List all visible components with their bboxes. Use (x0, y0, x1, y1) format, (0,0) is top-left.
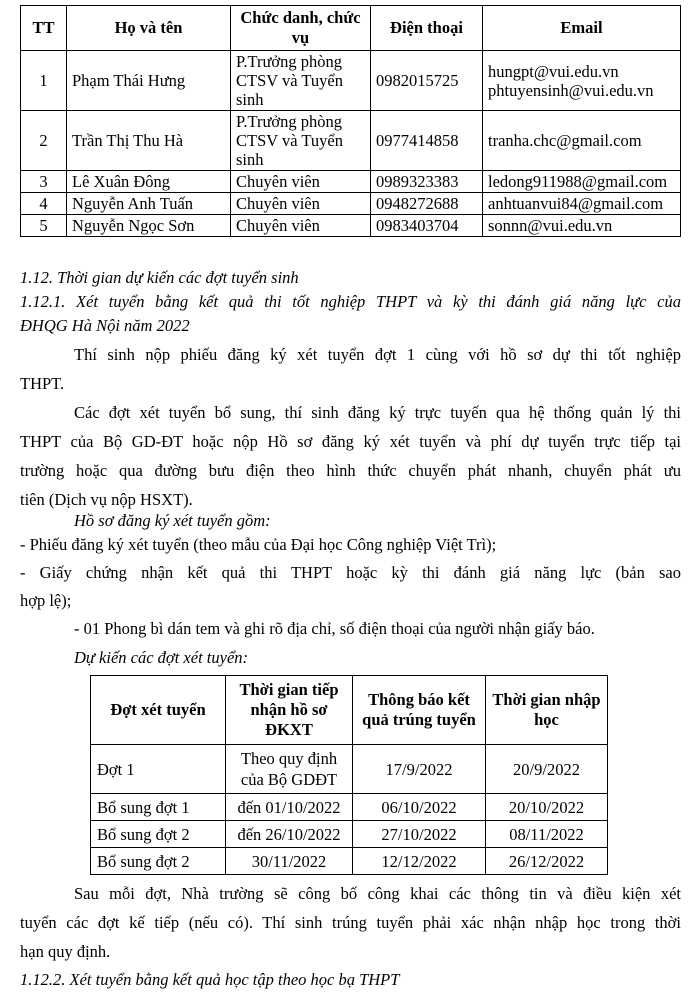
cell-round: Đợt 1 (91, 745, 226, 794)
table-row (21, 215, 681, 237)
cell-receive: Theo quy định của Bộ GDĐT (226, 745, 353, 794)
dossier-item: - 01 Phong bì dán tem và ghi rõ địa chỉ, số điện thoại của người nhận giấy báo. (74, 619, 595, 638)
cell-phone: 0983403704 (371, 215, 483, 237)
schedule-table (90, 675, 608, 875)
dossier-item: - Phiếu đăng ký xét tuyển (theo mẫu của Đại học Công nghiệp Việt Trì); (20, 535, 497, 554)
paragraph-line: trường hoặc qua đường bưu điện theo hình thức chuyển phát nhanh, chuyển phát ưu (20, 461, 681, 480)
contact-table (20, 5, 681, 237)
table-row (91, 821, 608, 848)
header-announce: Thông báo kết quả trúng tuyển (353, 676, 486, 745)
dossier-item-cont: hợp lệ); (20, 591, 72, 610)
dossier-item: - Giấy chứng nhận kết quả thi THPT hoặc kỳ thi đánh giá năng lực (bản sao (20, 563, 681, 582)
cell-round: Bổ sung đợt 1 (91, 794, 226, 821)
header-receive: Thời gian tiếp nhận hồ sơ ĐKXT (226, 676, 353, 745)
cell-announce: 17/9/2022 (353, 745, 486, 794)
cell-receive: 30/11/2022 (226, 848, 353, 875)
cell-phone: 0989323383 (371, 171, 483, 193)
cell-round: Bổ sung đợt 2 (91, 821, 226, 848)
cell-email (483, 215, 681, 237)
schedule-title: Dự kiến các đợt xét tuyển: (74, 648, 249, 667)
cell-enroll: 20/9/2022 (486, 745, 608, 794)
paragraph-line: tuyển các đợt kế tiếp (nếu có). Thí sinh trúng tuyển phải xác nhận nhập học trong thời (20, 913, 681, 932)
contact-header-row (21, 6, 681, 51)
cell-tt: 4 (21, 193, 67, 215)
cell-name: Nguyễn Ngọc Sơn (67, 215, 231, 237)
cell-phone: 0977414858 (371, 111, 483, 171)
table-row (91, 848, 608, 875)
cell-announce: 27/10/2022 (353, 821, 486, 848)
cell-enroll: 20/10/2022 (486, 794, 608, 821)
section-heading-1-12: 1.12. Thời gian dự kiến các đợt tuyển sinh (20, 268, 299, 287)
cell-tt: 3 (21, 171, 67, 193)
cell-phone: 0982015725 (371, 51, 483, 111)
cell-name: Lê Xuân Đông (67, 171, 231, 193)
cell-name: Phạm Thái Hưng (67, 51, 231, 111)
header-role: Chức danh, chức vụ (231, 6, 371, 51)
cell-email (483, 193, 681, 215)
paragraph-line: Các đợt xét tuyển bổ sung, thí sinh đăng ký trực tuyến qua hệ thống quản lý thi (74, 403, 681, 422)
cell-tt: 1 (21, 51, 67, 111)
email-link[interactable]: phtuyensinh@vui.edu.vn (488, 80, 654, 100)
paragraph-line: tiên (Dịch vụ nộp HSXT). (20, 490, 193, 509)
cell-role: P.Trưởng phòng CTSV và Tuyển sinh (231, 111, 371, 171)
cell-announce: 06/10/2022 (353, 794, 486, 821)
paragraph-line: Thí sinh nộp phiếu đăng ký xét tuyển đợt 1 cùng với hồ sơ dự thi tốt nghiệp (74, 345, 681, 364)
cell-email (483, 111, 681, 171)
header-round: Đợt xét tuyển (91, 676, 226, 745)
header-enroll: Thời gian nhập học (486, 676, 608, 745)
cell-receive: đến 01/10/2022 (226, 794, 353, 821)
cell-role: Chuyên viên (231, 215, 371, 237)
paragraph-line: THPT của Bộ GD-ĐT hoặc nộp Hồ sơ đăng ký xét tuyển và phí dự tuyển trực tiếp tại (20, 432, 681, 451)
cell-tt: 5 (21, 215, 67, 237)
cell-tt: 2 (21, 111, 67, 171)
table-row (91, 745, 608, 794)
header-phone: Điện thoại (371, 6, 483, 51)
cell-email (483, 51, 681, 111)
email-link[interactable]: ledong911988@gmail.com (488, 172, 668, 191)
cell-role: Chuyên viên (231, 193, 371, 215)
cell-enroll: 08/11/2022 (486, 821, 608, 848)
cell-announce: 12/12/2022 (353, 848, 486, 875)
email-link[interactable]: tranha.chc@gmail.com (488, 131, 642, 150)
table-row (21, 193, 681, 215)
cell-enroll: 26/12/2022 (486, 848, 608, 875)
header-name: Họ và tên (67, 6, 231, 51)
schedule-header-row (91, 676, 608, 745)
email-link[interactable]: hungpt@vui.edu.vn (488, 61, 619, 81)
table-row (21, 51, 681, 111)
paragraph-line: hạn quy định. (20, 942, 111, 961)
cell-name: Nguyễn Anh Tuấn (67, 193, 231, 215)
cell-role: P.Trưởng phòng CTSV và Tuyển sinh (231, 51, 371, 111)
cell-round: Bổ sung đợt 2 (91, 848, 226, 875)
header-email: Email (483, 6, 681, 51)
cell-role: Chuyên viên (231, 171, 371, 193)
email-link[interactable]: sonnn@vui.edu.vn (488, 216, 613, 235)
paragraph-line: THPT. (20, 374, 65, 393)
header-tt: TT (21, 6, 67, 51)
cell-name: Trần Thị Thu Hà (67, 111, 231, 171)
cell-phone: 0948272688 (371, 193, 483, 215)
email-link[interactable]: anhtuanvui84@gmail.com (488, 194, 664, 213)
paragraph-line: Sau mỗi đợt, Nhà trường sẽ công bố công khai các thông tin và điều kiện xét (74, 884, 681, 903)
cell-email (483, 171, 681, 193)
dossier-title: Hồ sơ đăng ký xét tuyển gồm: (74, 511, 271, 530)
table-row (21, 111, 681, 171)
section-heading-1-12-1: 1.12.1. Xét tuyển bằng kết quả thi tốt nghiệp THPT và kỳ thi đánh giá năng lực của (20, 292, 681, 311)
section-heading-1-12-1-cont: ĐHQG Hà Nội năm 2022 (20, 316, 190, 335)
table-row (91, 794, 608, 821)
cell-receive: đến 26/10/2022 (226, 821, 353, 848)
table-row (21, 171, 681, 193)
section-heading-1-12-2: 1.12.2. Xét tuyển bằng kết quả học tập theo học bạ THPT (20, 970, 400, 989)
